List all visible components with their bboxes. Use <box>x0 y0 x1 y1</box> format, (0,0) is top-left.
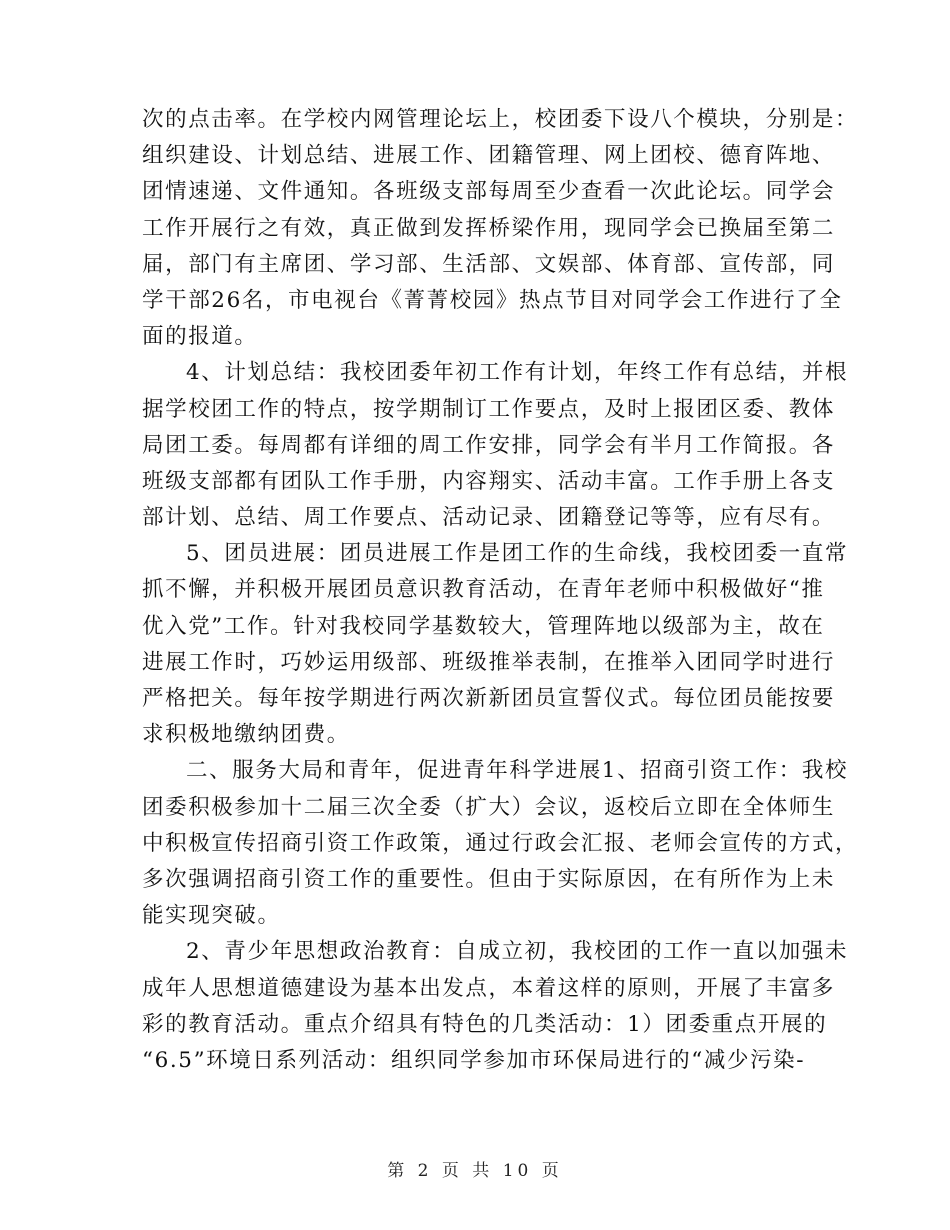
text-line: 成年人思想道德建设为基本出发点，本着这样的原则，开展了丰富多 <box>142 975 836 1001</box>
text-line: 抓不懈，并积极开展团员意识教育活动，在青年老师中积极做好“推 <box>142 577 825 603</box>
text-line: 2、青少年思想政治教育：自成立初，我校团的工作一直以加强未 <box>186 939 849 965</box>
text-line: 严格把关。每年按学期进行两次新新团员宣誓仪式。每位团员能按要 <box>142 686 836 711</box>
text-line: 彩的教育活动。重点介绍具有特色的几类活动：1）团委重点开展的 <box>142 1011 828 1037</box>
text-line: 据学校团工作的特点，按学期制订工作要点，及时上报团区委、教体 <box>142 396 836 422</box>
text-line: 组织建设、计划总结、进展工作、团籍管理、网上团校、德育阵地、 <box>142 143 836 169</box>
text-line: 5、团员进展：团员进展工作是团工作的生命线，我校团委一直常 <box>186 541 849 567</box>
text-line: “6.5”环境日系列活动：组织同学参加市环保局进行的“减少污染- <box>142 1047 806 1073</box>
text-line: 求积极地缴纳团费。 <box>142 722 350 748</box>
text-line: 学干部26名，市电视台《菁菁校园》热点节目对同学会工作进行了全 <box>142 287 843 313</box>
text-line: 工作开展行之有效，真正做到发挥桥梁作用，现同学会已换届至第二 <box>142 215 836 241</box>
text-line: 4、计划总结：我校团委年初工作有计划，年终工作有总结，并根 <box>186 360 849 386</box>
text-line: 部计划、总结、周工作要点、活动记录、团籍登记等等，应有尽有。 <box>142 505 836 531</box>
text-line: 中积极宣传招商引资工作政策，通过行政会汇报、老师会宣传的方式， <box>142 830 859 856</box>
text-line: 面的报道。 <box>142 324 258 350</box>
text-line: 团情速递、文件通知。各班级支部每周至少查看一次此论坛。同学会 <box>142 179 836 205</box>
text-line: 次的点击率。在学校内网管理论坛上，校团委下设八个模块，分别是： <box>142 107 859 132</box>
document-body <box>142 102 859 1079</box>
text-line: 多次强调招商引资工作的重要性。但由于实际原因，在有所作为上未 <box>142 866 836 892</box>
text-line: 进展工作时，巧妙运用级部、班级推举表制，在推举入团同学时进行 <box>142 649 836 675</box>
text-line: 局团工委。每周都有详细的周工作安排，同学会有半月工作简报。各 <box>142 432 836 458</box>
text-line: 届，部门有主席团、学习部、生活部、文娱部、体育部、宣传部，同 <box>142 251 836 277</box>
text-line: 二、服务大局和青年，促进青年科学进展1、招商引资工作：我校 <box>186 758 849 784</box>
body-text <box>142 102 859 1079</box>
text-line: 团委积极参加十二届三次全委（扩大）会议，返校后立即在全体师生 <box>142 794 836 820</box>
text-line: 能实现突破。 <box>142 903 281 929</box>
page-footer: 第 2 页 共 10 页 <box>387 1161 563 1181</box>
text-line: 优入党”工作。针对我校同学基数较大，管理阵地以级部为主，故在 <box>142 613 825 639</box>
text-line: 班级支部都有团队工作手册，内容翔实、活动丰富。工作手册上各支 <box>142 468 836 494</box>
